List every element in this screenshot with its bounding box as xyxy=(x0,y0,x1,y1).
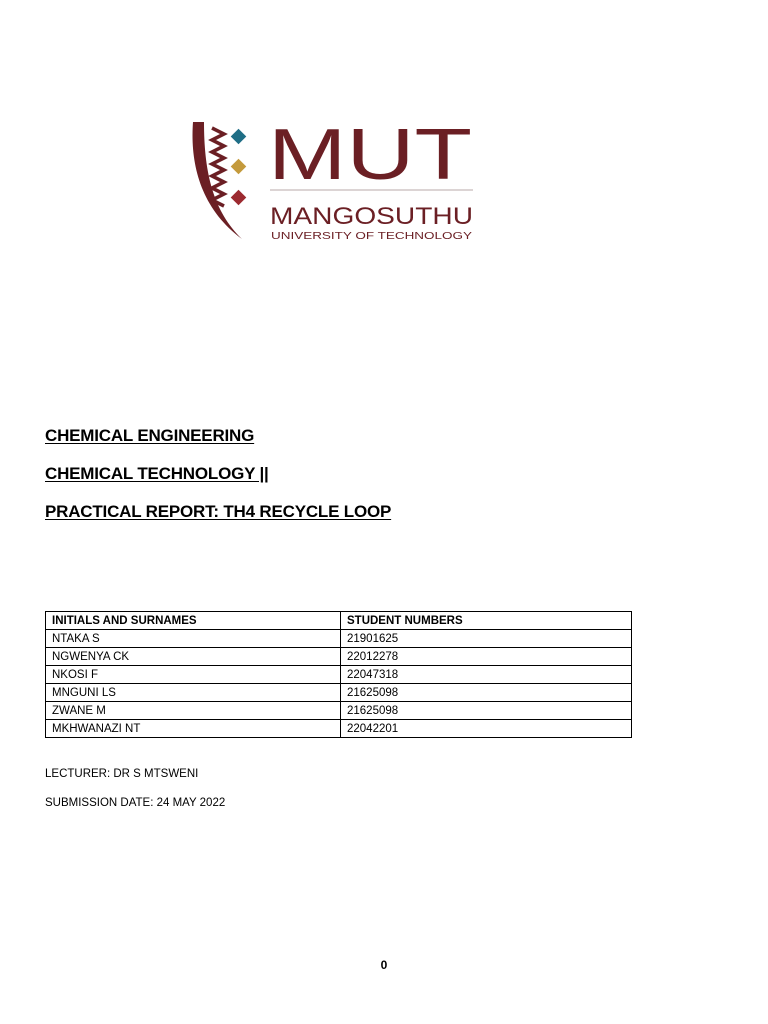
table-row xyxy=(46,684,632,702)
lecturer-line: LECTURER: DR S MTSWENI xyxy=(45,768,199,780)
student-number: 21625098 xyxy=(341,684,632,702)
table-header-row xyxy=(46,612,632,630)
header-names: INITIALS AND SURNAMES xyxy=(46,612,341,630)
table-row xyxy=(46,648,632,666)
table-row xyxy=(46,702,632,720)
logo-subtitle: UNIVERSITY OF TECHNOLOGY xyxy=(271,231,473,242)
department-heading: CHEMICAL ENGINEERING xyxy=(45,426,255,445)
student-number: 22042201 xyxy=(341,720,632,738)
page-number: 0 xyxy=(380,958,388,972)
logo-diamond-gold xyxy=(231,159,247,175)
table-row xyxy=(46,630,632,648)
submission-date: SUBMISSION DATE: 24 MAY 2022 xyxy=(45,797,226,809)
student-number: 21625098 xyxy=(341,702,632,720)
student-name: MNGUNI LS xyxy=(46,684,341,702)
table-row xyxy=(46,666,632,684)
student-name: NKOSI F xyxy=(46,666,341,684)
university-logo xyxy=(190,118,480,244)
logo-diamond-teal xyxy=(231,129,247,145)
header-numbers: STUDENT NUMBERS xyxy=(341,612,632,630)
student-name: NGWENYA CK xyxy=(46,648,341,666)
student-name: NTAKA S xyxy=(46,630,341,648)
student-name: ZWANE M xyxy=(46,702,341,720)
logo-diamond-red xyxy=(231,190,247,206)
logo-wordmark: MUT xyxy=(268,118,472,195)
logo-name: MANGOSUTHU xyxy=(270,203,473,230)
student-number: 21901625 xyxy=(341,630,632,648)
student-number: 22012278 xyxy=(341,648,632,666)
student-table xyxy=(45,611,632,738)
report-title: PRACTICAL REPORT: TH4 RECYCLE LOOP xyxy=(45,502,392,521)
table-row xyxy=(46,720,632,738)
course-heading: CHEMICAL TECHNOLOGY || xyxy=(45,464,269,483)
student-number: 22047318 xyxy=(341,666,632,684)
student-name: MKHWANAZI NT xyxy=(46,720,341,738)
